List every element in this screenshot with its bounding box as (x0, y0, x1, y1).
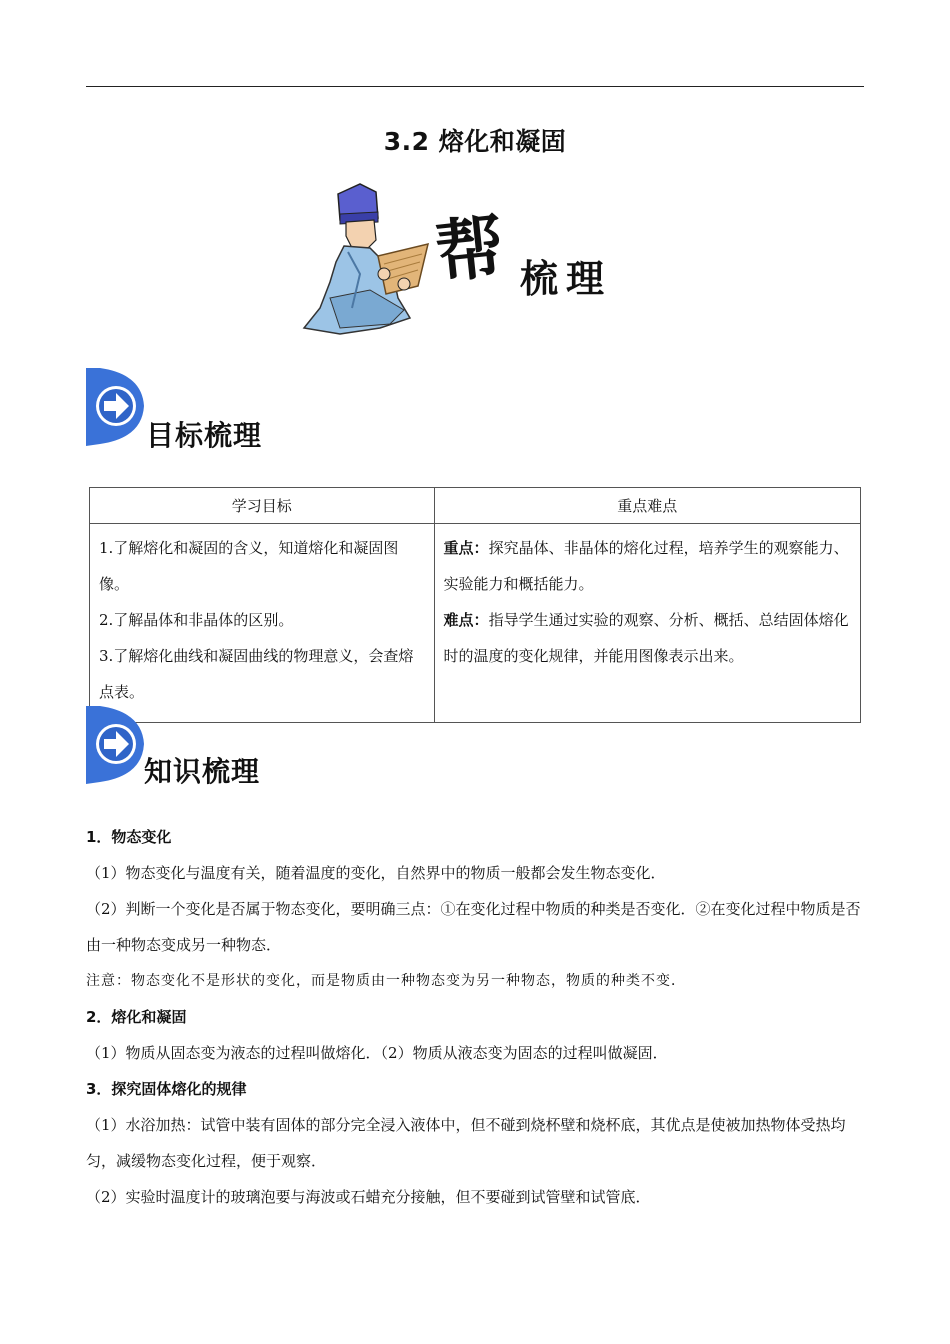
paragraph: （2）实验时温度计的玻璃泡要与海波或石蜡充分接触，但不要碰到试管壁和试管底． (86, 1188, 651, 1206)
difficulty-label: 难点： (443, 611, 489, 629)
banner-big-character: 帮 (432, 206, 509, 294)
paragraph: （1）物态变化与温度有关，随着温度的变化，自然界中的物质一般都会发生物态变化． (86, 864, 666, 882)
header-learning-goals: 学习目标 (90, 488, 435, 524)
goals-table (89, 487, 861, 723)
table-header-row (90, 488, 861, 524)
heading-state-change: 1．物态变化 (86, 828, 172, 846)
arrow-circle-icon (86, 368, 146, 446)
difficulty-point (444, 602, 851, 674)
note: 注意：物态变化不是形状的变化，而是物质由一种物态变为另一种物态，物质的种类不变． (86, 973, 686, 989)
paragraph: （1）物质从固态变为液态的过程叫做熔化．（2）物质从液态变为固态的过程叫做凝固． (86, 1044, 668, 1062)
goal-item: 1.了解熔化和凝固的含义，知道熔化和凝固图像。 (99, 539, 399, 593)
goal-item: 3.了解熔化曲线和凝固曲线的物理意义，会查熔点表。 (99, 647, 414, 701)
learning-goals-cell (90, 524, 435, 723)
page-title: 3.2 熔化和凝固 (383, 127, 567, 156)
arrow-circle-icon (86, 706, 146, 784)
table-row (90, 524, 861, 723)
paragraph: （2）判断一个变化是否属于物态变化，要明确三点：①在变化过程中物质的种类是否变化．②在变化过程中物质是否由一种物态变成另一种物态． (86, 900, 861, 954)
heading-melting-solidifying: 2．熔化和凝固 (86, 1008, 187, 1026)
heading-explore-melting: 3．探究固体熔化的规律 (86, 1080, 247, 1098)
scholar-reading-illustration (300, 178, 440, 338)
knowledge-content (86, 819, 866, 1215)
key-point (444, 530, 851, 602)
goal-item: 2.了解晶体和非晶体的区别。 (99, 611, 294, 629)
header-rule (86, 86, 864, 87)
paragraph: （1）水浴加热：试管中装有固体的部分完全浸入液体中，但不碰到烧杯壁和烧杯底，其优点是使被加热物体受热均匀，减缓物态变化过程，便于观察． (86, 1116, 846, 1170)
difficulty-text: 指导学生通过实验的观察、分析、概括、总结固体熔化时的温度的变化规律，并能用图像表示出来。 (443, 611, 849, 665)
section-title-goals: 目标梳理 (146, 419, 263, 452)
key-label: 重点： (443, 539, 489, 557)
banner-small-text: 梳理 (520, 256, 613, 301)
key-points-cell (434, 524, 860, 723)
section-title-knowledge: 知识梳理 (144, 755, 261, 788)
header-key-points: 重点难点 (434, 488, 860, 524)
key-text: 探究晶体、非晶体的熔化过程，培养学生的观察能力、实验能力和概括能力。 (443, 539, 849, 593)
banner (300, 178, 630, 338)
